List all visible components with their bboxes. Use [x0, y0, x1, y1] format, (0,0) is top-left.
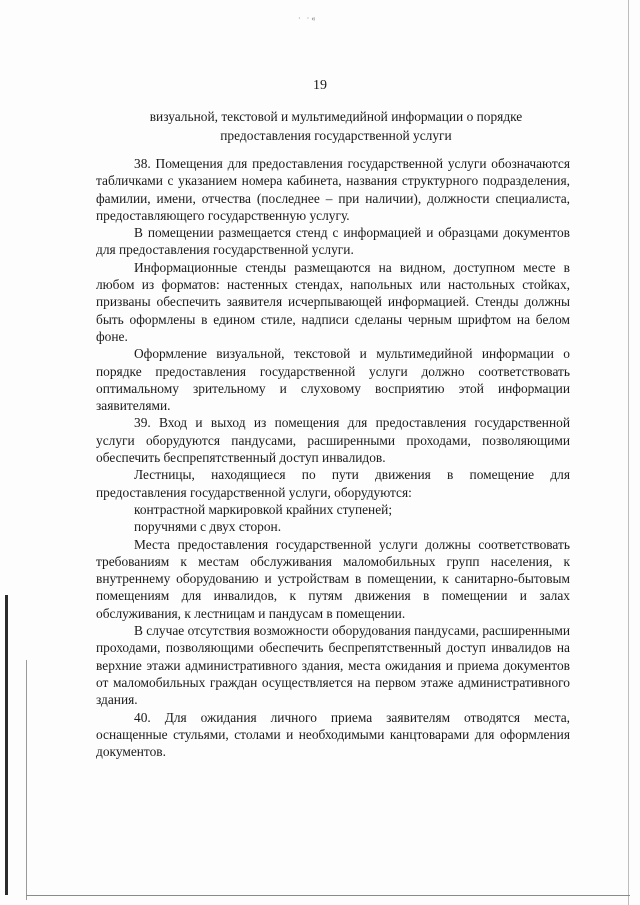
section-heading-line-1: визуальной, текстовой и мультимедийной информации о порядке	[149, 109, 523, 124]
scan-edge-line-bottom	[26, 895, 630, 896]
list-item-handrails: поручнями с двух сторон.	[134, 519, 282, 535]
page-number: 19	[313, 78, 327, 93]
scan-edge-line-right	[628, 0, 629, 905]
body-text	[96, 155, 570, 760]
paragraph-40: 40. Для ожидания личного приема заявителям отводятся места, оснащенные стульями, столами и необходимыми канцтоварами для оформления документов.	[96, 709, 570, 760]
scan-edge-line-left	[26, 660, 27, 900]
paragraph-39: 39. Вход и выход из помещения для предоставления государственной услуги оборудуются пандусами, расширенными проходами, позволяющими обеспечить беспрепятственный доступ инвалидов.	[96, 415, 570, 466]
list-item-contrast-marking: контрастной маркировкой крайних ступеней;	[134, 501, 393, 517]
scan-artifact-mark: · ·«	[298, 14, 318, 23]
section-heading	[96, 107, 576, 145]
paragraph-stand-info: В помещении размещается стенд с информацией и образцами документов для предоставления государственной услуги.	[96, 225, 570, 258]
paragraph-design-info: Оформление визуальной, текстовой и мультимедийной информации о порядке предоставления государственной услуги должно соответствовать оптимальному зрительному и слуховому восприятию этой информации заявителями.	[96, 346, 570, 414]
section-heading-line-2: предоставления государственной услуги	[220, 128, 452, 143]
scan-edge-bar	[5, 595, 8, 895]
paragraph-service-places: Места предоставления государственной услуги должны соответствовать требованиям к местам обслуживания маломобильных групп населения, к внутреннему оборудованию и устройствам в помещении, к санитарно-бытовым помещениям для инвалидов, к путям движения в помещении и залах обслуживания, к лестницам и пандусам в помещении.	[96, 536, 570, 621]
paragraph-stairs: Лестницы, находящиеся по пути движения в помещение для предоставления государственной услуги, оборудуются:	[96, 467, 570, 500]
paragraph-no-ramps: В случае отсутствия возможности оборудования пандусами, расширенными проходами, позволяющими обеспечить беспрепятственный доступ инвалидов на верхние этажи административного здания, места ожидания и приема документов от маломобильных граждан осуществляется на первом этаже административного здания.	[96, 623, 570, 708]
paragraph-38: 38. Помещения для предоставления государственной услуги обозначаются табличками с указанием номера кабинета, названия структурного подразделения, фамилии, имени, отчества (последнее – при наличии), должности специалиста, предоставляющего государственную услугу.	[96, 156, 570, 223]
paragraph-info-stands: Информационные стенды размещаются на видном, доступном месте в любом из форматов: настенных стендах, напольных или настольных стойках, призваны обеспечить заявителя исчерпывающей информацией. Стенды должны быть оформлены в едином стиле, надписи сделаны черным шрифтом на белом фоне.	[96, 259, 570, 344]
